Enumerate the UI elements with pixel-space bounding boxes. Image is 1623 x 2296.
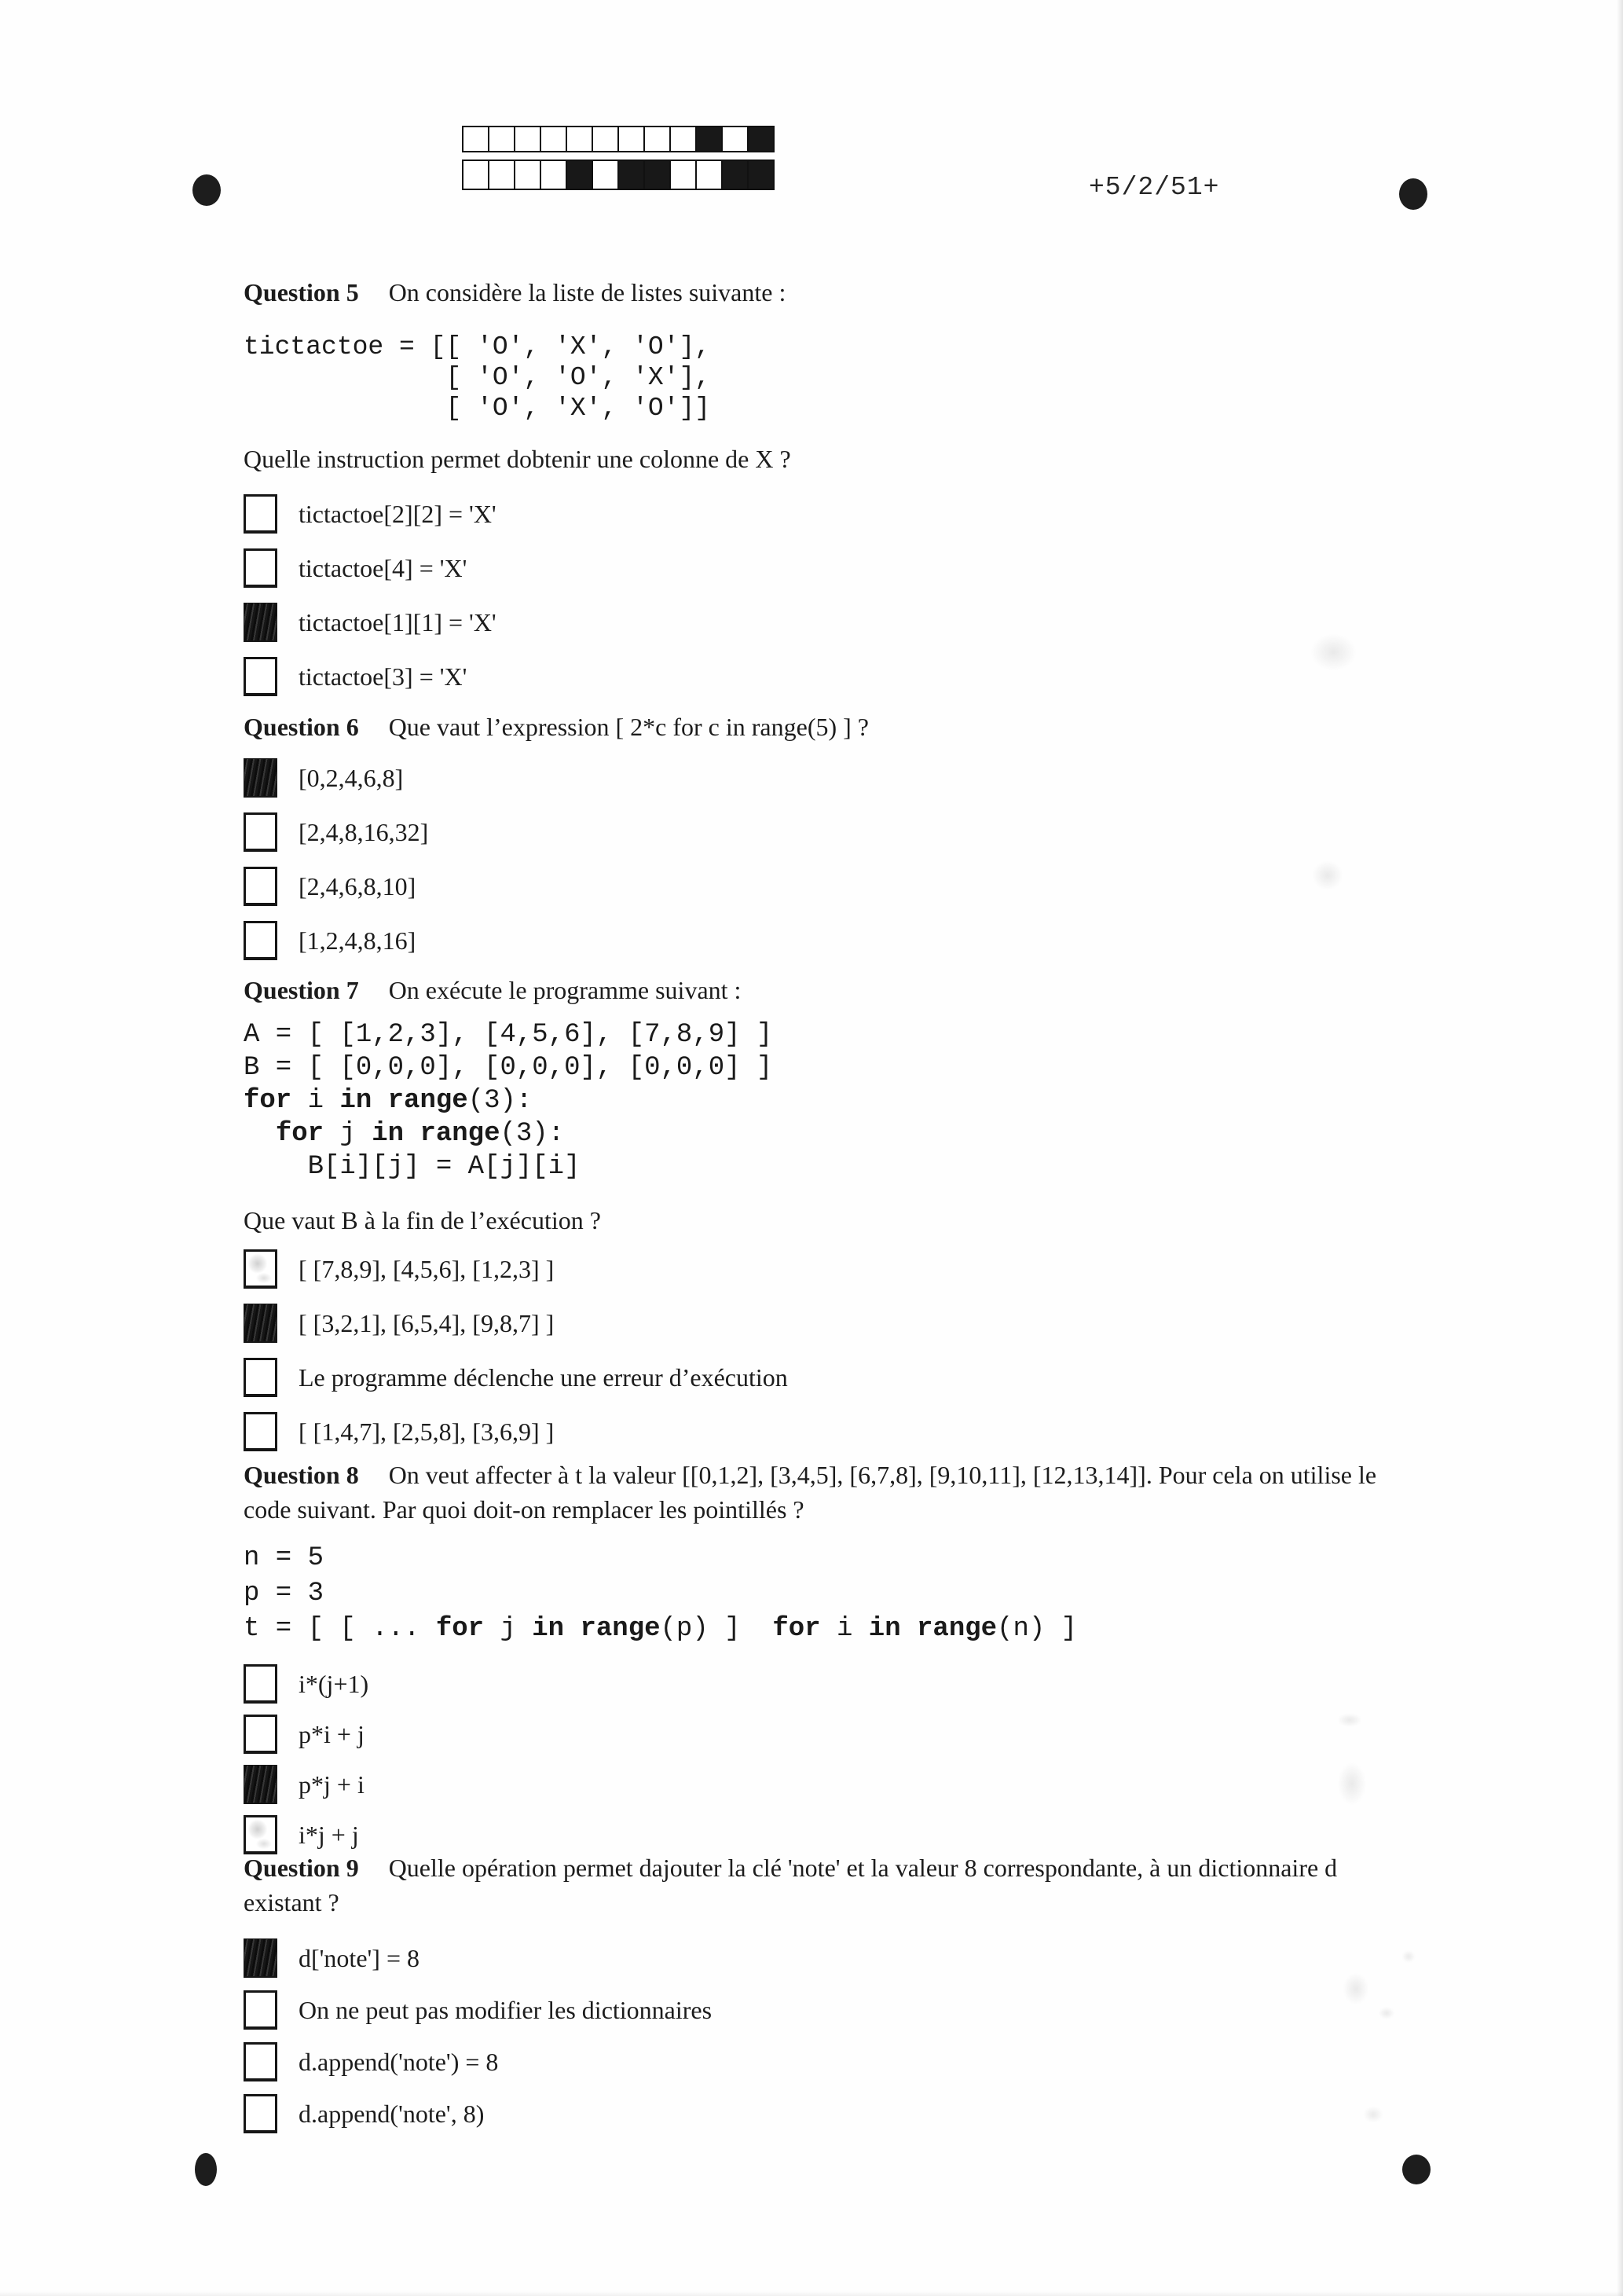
code-segment: A = [ [1,2,3], [4,5,6], [7,8,9] ]	[244, 1020, 773, 1050]
code-segment: (p) ]	[660, 1614, 773, 1644]
strip-cell-empty	[541, 127, 567, 151]
code-segment	[404, 1119, 419, 1149]
code-segment: (3):	[500, 1119, 565, 1149]
answer-option	[244, 758, 1390, 798]
scan-artifact	[1304, 629, 1363, 676]
question-8	[244, 1458, 1390, 1854]
scan-artifact	[1334, 1756, 1370, 1811]
code-segment	[372, 1086, 387, 1116]
sheet-id-code: +5/2/51+	[1089, 173, 1220, 202]
answer-option	[244, 2042, 1390, 2081]
strip-cell-filled	[567, 161, 593, 189]
scan-artifact	[1339, 1968, 1372, 2009]
code-segment: in	[339, 1086, 372, 1116]
answer-checkbox[interactable]	[244, 1765, 277, 1804]
strip-cell-empty	[593, 127, 619, 151]
strip-cell-filled	[645, 161, 671, 189]
code-line	[244, 1117, 1390, 1150]
code-segment	[244, 1119, 276, 1149]
code-line	[244, 1612, 1390, 1647]
code-line	[244, 332, 1390, 362]
answer-option	[244, 603, 1390, 642]
answer-option	[244, 1358, 1390, 1397]
strip-cell-empty	[515, 127, 541, 151]
code-segment: [ 'O', 'O', 'X'],	[244, 363, 711, 392]
option-label: i*(j+1)	[299, 1670, 369, 1698]
strip-cell-filled	[749, 127, 773, 151]
answer-option	[244, 657, 1390, 696]
answer-checkbox[interactable]	[244, 1358, 277, 1397]
scan-artifact	[1361, 2104, 1386, 2125]
code-segment: n = 5	[244, 1543, 324, 1573]
code-segment: j	[484, 1614, 533, 1644]
option-label: [ [1,4,7], [2,5,8], [3,6,9] ]	[299, 1418, 555, 1446]
code-segment: p = 3	[244, 1579, 324, 1608]
calibration-strip	[462, 126, 775, 190]
code-segment: B[i][j] = A[j][i]	[244, 1152, 581, 1182]
code-segment: [ 'O', 'X', 'O']]	[244, 394, 711, 423]
code-segment: in	[372, 1119, 405, 1149]
answer-checkbox[interactable]	[244, 1815, 277, 1854]
code-segment: (n) ]	[997, 1614, 1078, 1644]
answer-option	[244, 494, 1390, 534]
question-5-code-block	[244, 332, 1390, 424]
answer-option	[244, 548, 1390, 588]
code-segment: for	[244, 1086, 292, 1116]
scan-artifact	[1334, 1711, 1365, 1729]
answer-option	[244, 867, 1390, 906]
answer-checkbox[interactable]	[244, 921, 277, 960]
question-7	[244, 973, 1390, 1451]
option-label: [2,4,6,8,10]	[299, 872, 416, 900]
answer-option	[244, 1815, 1390, 1854]
answer-option	[244, 1249, 1390, 1289]
answer-checkbox[interactable]	[244, 2042, 277, 2081]
answer-option	[244, 1765, 1390, 1804]
option-label: d.append('note') = 8	[299, 2048, 499, 2076]
question-5-options	[244, 494, 1390, 696]
question-8-number: Question 8	[244, 1461, 359, 1489]
question-8-intro: On veut affecter à t la valeur [[0,1,2], [3,4,5], [6,7,8], [9,10,11], [12,13,14]]. Pour cela on utilise le code suivant. Par quoi doit-on remplacer les pointillés ?	[244, 1461, 1377, 1524]
strip-cell-empty	[671, 161, 697, 189]
code-segment	[564, 1614, 580, 1644]
code-line	[244, 1084, 1390, 1117]
scan-artifact	[1400, 1949, 1417, 1964]
question-6-header	[244, 710, 1390, 744]
registration-dot-bottom-left	[195, 2153, 217, 2186]
option-label: [0,2,4,6,8]	[299, 764, 404, 792]
code-line	[244, 362, 1390, 393]
code-segment: for	[772, 1614, 821, 1644]
code-segment: range	[580, 1614, 661, 1644]
question-8-code-block	[244, 1541, 1390, 1647]
option-label: tictactoe[1][1] = 'X'	[299, 608, 496, 636]
code-segment: for	[275, 1119, 324, 1149]
question-7-options	[244, 1249, 1390, 1451]
question-6-number: Question 6	[244, 713, 359, 741]
option-label: Le programme déclenche une erreur d’exécution	[299, 1363, 788, 1392]
code-segment: tictactoe = [[ 'O', 'X', 'O'],	[244, 332, 711, 361]
answer-checkbox[interactable]	[244, 1304, 277, 1343]
question-5-header	[244, 275, 1390, 310]
code-segment: i	[820, 1614, 869, 1644]
strip-cell-filled	[697, 127, 723, 151]
registration-dot-bottom-right	[1402, 2155, 1431, 2184]
answer-checkbox[interactable]	[244, 1412, 277, 1451]
answer-option	[244, 921, 1390, 960]
answer-option	[244, 1990, 1390, 2030]
question-9-options	[244, 1938, 1390, 2133]
code-line	[244, 1018, 1390, 1051]
question-6-options	[244, 758, 1390, 960]
code-segment: in	[868, 1614, 901, 1644]
question-8-header	[244, 1458, 1390, 1527]
question-5-intro: On considère la liste de listes suivante :	[388, 278, 786, 306]
question-9-header	[244, 1850, 1390, 1920]
strip-cell-empty	[593, 161, 619, 189]
answer-checkbox[interactable]	[244, 494, 277, 534]
answer-checkbox[interactable]	[244, 758, 277, 798]
option-label: tictactoe[3] = 'X'	[299, 662, 467, 691]
strip-cell-empty	[567, 127, 593, 151]
answer-checkbox[interactable]	[244, 1715, 277, 1754]
code-segment	[901, 1614, 917, 1644]
option-label: On ne peut pas modifier les dictionnaires	[299, 1996, 713, 2024]
option-label: [2,4,8,16,32]	[299, 818, 429, 846]
answer-option	[244, 1664, 1390, 1704]
option-label: d['note'] = 8	[299, 1944, 419, 1972]
code-line	[244, 1541, 1390, 1576]
code-line	[244, 1051, 1390, 1084]
registration-dot-top-right	[1399, 178, 1427, 210]
answer-checkbox[interactable]	[244, 548, 277, 588]
option-label: [1,2,4,8,16]	[299, 926, 416, 955]
answer-checkbox[interactable]	[244, 1938, 277, 1978]
option-label: i*j + j	[299, 1821, 359, 1849]
option-label: tictactoe[4] = 'X'	[299, 554, 467, 582]
strip-cell-empty	[645, 127, 671, 151]
strip-cell-empty	[697, 161, 723, 189]
scan-artifact	[1308, 856, 1347, 894]
question-9	[244, 1850, 1390, 2133]
question-8-options	[244, 1664, 1390, 1854]
question-5-number: Question 5	[244, 278, 359, 306]
answer-checkbox[interactable]	[244, 1249, 277, 1289]
answer-checkbox[interactable]	[244, 812, 277, 852]
code-line	[244, 393, 1390, 424]
question-5-prompt: Quelle instruction permet dobtenir une colonne de X ?	[244, 445, 791, 473]
code-segment: in	[532, 1614, 565, 1644]
question-7-header	[244, 973, 1390, 1007]
strip-cell-filled	[749, 161, 773, 189]
answer-option	[244, 1412, 1390, 1451]
option-label: p*i + j	[299, 1720, 365, 1748]
strip-cell-empty	[463, 161, 489, 189]
answer-option	[244, 1304, 1390, 1343]
strip-cell-empty	[723, 127, 749, 151]
question-7-number: Question 7	[244, 976, 359, 1004]
code-line	[244, 1576, 1390, 1612]
question-6	[244, 710, 1390, 960]
question-7-prompt: Que vaut B à la fin de l’exécution ?	[244, 1206, 601, 1234]
option-label: [ [7,8,9], [4,5,6], [1,2,3] ]	[299, 1255, 555, 1283]
code-segment: range	[917, 1614, 998, 1644]
code-segment: range	[387, 1086, 468, 1116]
strip-cell-empty	[671, 127, 697, 151]
code-segment: (3):	[467, 1086, 533, 1116]
question-9-intro: Quelle opération permet dajouter la clé 'note' et la valeur 8 correspondante, à un dictionnaire d existant ?	[244, 1854, 1338, 1916]
scan-edge-shadow-right	[1617, 0, 1623, 2296]
question-7-intro: On exécute le programme suivant :	[388, 976, 742, 1004]
scan-edge-shadow-bottom	[0, 2291, 1623, 2296]
code-segment: B = [ [0,0,0], [0,0,0], [0,0,0] ]	[244, 1053, 773, 1083]
answer-option	[244, 1715, 1390, 1754]
strip-cell-empty	[489, 127, 515, 151]
code-segment: i	[291, 1086, 340, 1116]
question-6-intro: Que vaut l’expression [ 2*c for c in range(5) ] ?	[388, 713, 869, 741]
answer-checkbox[interactable]	[244, 867, 277, 906]
answer-checkbox[interactable]	[244, 603, 277, 642]
registration-dot-top-left	[192, 174, 221, 206]
code-segment: for	[435, 1614, 485, 1644]
code-segment: j	[324, 1119, 372, 1149]
answer-checkbox[interactable]	[244, 1990, 277, 2030]
strip-cell-empty	[489, 161, 515, 189]
code-segment: t = [ [ ...	[244, 1614, 436, 1644]
answer-option	[244, 1938, 1390, 1978]
answer-option	[244, 812, 1390, 852]
option-label: tictactoe[2][2] = 'X'	[299, 500, 496, 528]
strip-cell-empty	[463, 127, 489, 151]
question-7-code-block	[244, 1018, 1390, 1183]
code-segment: range	[419, 1119, 500, 1149]
option-label: d.append('note', 8)	[299, 2100, 485, 2128]
strip-cell-empty	[619, 127, 645, 151]
scan-artifact	[1376, 2005, 1397, 2021]
calibration-strip-row-2	[462, 160, 775, 190]
answer-checkbox[interactable]	[244, 1664, 277, 1704]
option-label: [ [3,2,1], [6,5,4], [9,8,7] ]	[299, 1309, 555, 1337]
question-5	[244, 275, 1390, 696]
code-line	[244, 1150, 1390, 1183]
question-9-number: Question 9	[244, 1854, 359, 1882]
strip-cell-filled	[619, 161, 645, 189]
option-label: p*j + i	[299, 1770, 365, 1799]
strip-cell-filled	[723, 161, 749, 189]
answer-checkbox[interactable]	[244, 2094, 277, 2133]
answer-checkbox[interactable]	[244, 657, 277, 696]
strip-cell-empty	[515, 161, 541, 189]
strip-cell-empty	[541, 161, 567, 189]
calibration-strip-row-1	[462, 126, 775, 152]
answer-option	[244, 2094, 1390, 2133]
